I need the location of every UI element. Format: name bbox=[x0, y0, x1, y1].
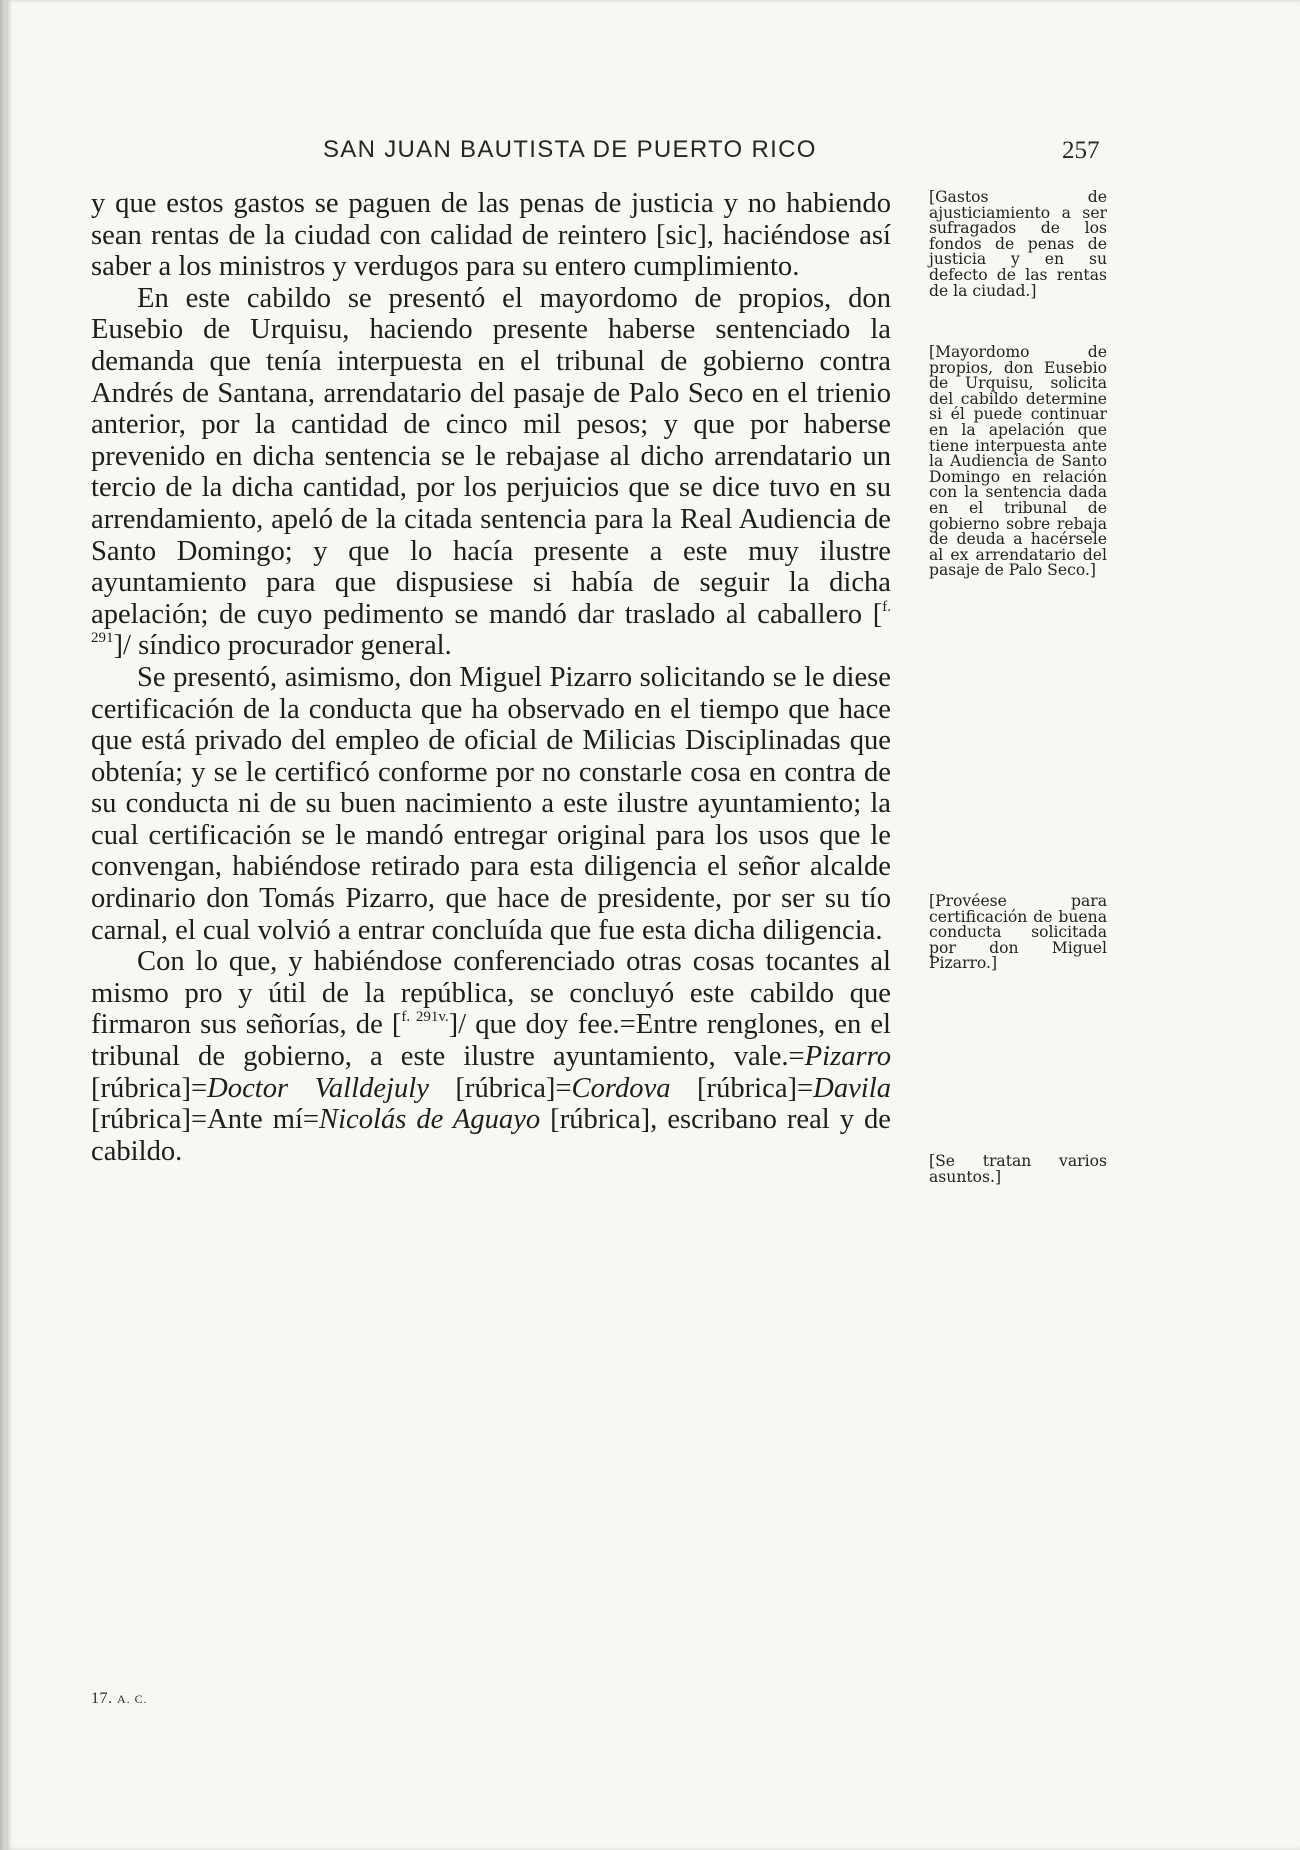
running-head-title: SAN JUAN BAUTISTA DE PUERTO RICO bbox=[323, 136, 817, 163]
signature-aguayo: Nicolás de Aguayo bbox=[319, 1104, 541, 1136]
margin-note-4: [Se tratan varios asuntos.] bbox=[929, 1152, 1107, 1186]
paragraph-2-text: En este cabildo se presentó el mayordomo de propios, don Eusebio de Urquisu, haciendo presente haberse sentenciado la demanda que tenía interpuesta en el tribunal de gobierno contra Andrés de Santana, arrendatario del pasaje de Palo Seco en el trienio anterior, por la cantidad de cinco mil pesos; y que por haberse prevenido en dicha sentencia se le rebajase al dicho arrendatario un tercio de la dicha cantidad, por los perjuicios que se dice tuvo en su arrendamiento, apeló de la citada sentencia para la Real Audiencia de Santo Domingo; y que lo hacía presente a este muy ilustre ayuntamiento para que dispusiese si había de seguir la dicha apelación; de cuyo pedimento se mandó dar traslado al caballero [ bbox=[91, 282, 891, 630]
paragraph-3: Se presentó, asimismo, don Miguel Pizarro solicitando se le diese certificación de la conducta que ha observado en el tiempo que hace que está privado del empleo de oficial de Milicias Disciplinadas que obtenía; y se le certificó conforme por no constarle cosa en contra de su conducta ni de su buen nacimiento a este ilustre ayuntamiento; la cual certificación se le mandó entregar original para los usos que le convengan, habiéndose retirado para esta diligencia el señor alcalde ordinario don Tomás Pizarro, que hace de presidente, por ser su tío carnal, el cual volvió a entrar concluída que fue esta dicha diligencia. bbox=[91, 661, 891, 946]
signature-valldejuly: Doctor Valldejuly bbox=[207, 1072, 429, 1104]
margin-note-2: [Mayordomo de propios, don Eusebio de Urquisu, solicita del cabildo determine si él puede continuar en la apelación que tiene interpuesta ante la Audiencia de Santo Domingo en relación con la sentencia dada en el tribunal de gobierno sobre rebaja de deuda a hacérsele al ex arrendatario del pasaje de Palo Seco.] bbox=[929, 343, 1107, 580]
printer-signature-mark: 17. A. C. bbox=[91, 1690, 148, 1707]
signature-cordova: Cordova bbox=[571, 1072, 671, 1104]
folio-marker-2: f. 291v. bbox=[401, 1009, 449, 1026]
page-number: 257 bbox=[1062, 137, 1100, 164]
margin-note-1: [Gastos de ajusticiamiento a ser sufragados de los fondos de penas de justicia y en su defecto de las rentas de la ciudad.] bbox=[929, 188, 1107, 300]
paragraph-1: y que estos gastos se paguen de las penas de justicia y no habiendo sean rentas de la ciudad con calidad de reintero [sic], haciéndose así saber a los ministros y verdugos para su entero cumplimiento. bbox=[91, 188, 891, 283]
main-text bbox=[91, 188, 891, 1167]
margin-note-3: [Provéese para certificación de buena conducta solicitada por don Miguel Pizarro.] bbox=[929, 892, 1107, 973]
folio-marker-1: f. 291 bbox=[91, 598, 891, 647]
paragraph-4: Con lo que, y habiéndose conferenciado otras cosas tocantes al mismo pro y útil de la república, se concluyó este cabildo que firmaron sus señorías, de [$^{f. 291v.}$]/ que doy fee.=Entre renglones, en el tribunal de gobierno, a este ilustre ayuntamiento, vale.=Pizarro [rúbrica]=Doctor Valldejuly [rúbrica]=Cordova [rúbrica]=Davila [rúbrica]=Ante mí=Nicolás de Aguayo [rúbrica], escribano real y de cabildo. bbox=[91, 946, 891, 1167]
paragraph-2-text-end: ]/ síndico procurador general. bbox=[113, 630, 452, 662]
signature-davila: Davila bbox=[813, 1072, 891, 1104]
signature-pizarro: Pizarro bbox=[804, 1041, 891, 1073]
paragraph-2 bbox=[91, 283, 891, 662]
